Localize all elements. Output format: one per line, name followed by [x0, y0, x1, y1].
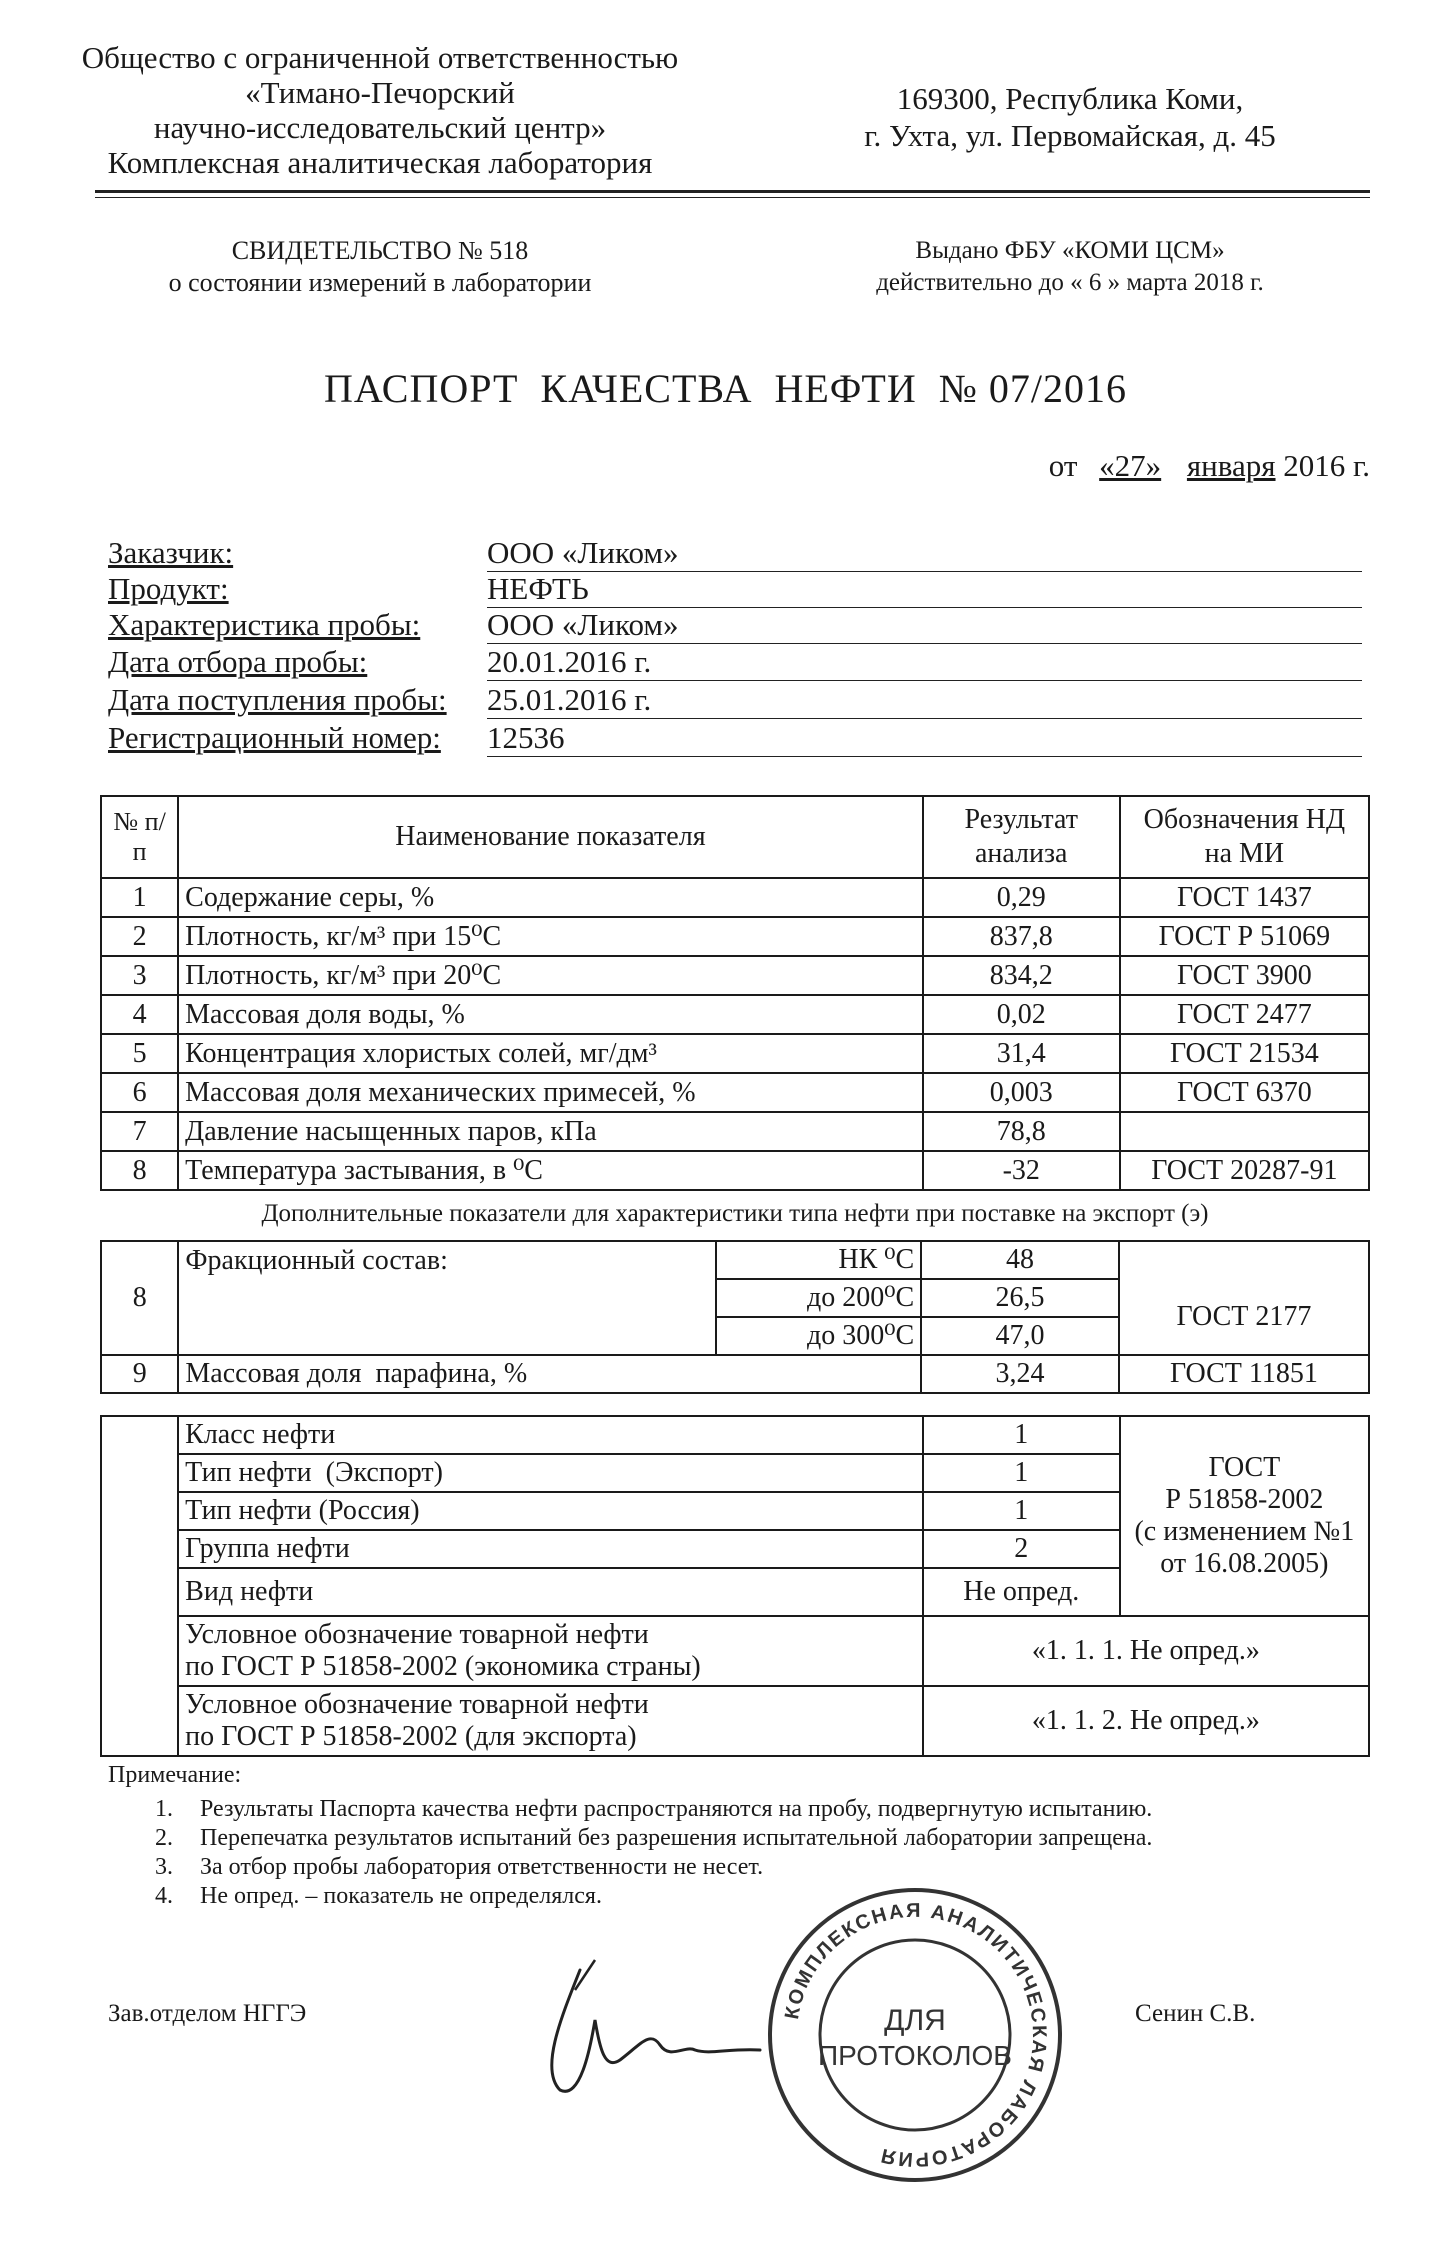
row-nd: ГОСТ 20287-91: [1120, 1151, 1369, 1190]
date-prefix: от: [1048, 448, 1078, 483]
row-num: 5: [101, 1034, 178, 1073]
note-item: 4. Не опред. – показатель не определялся.: [155, 1883, 602, 1909]
fraction-blank: [178, 1279, 716, 1317]
row-result: 3,24: [921, 1355, 1119, 1393]
customer-label: Заказчик:: [108, 535, 234, 570]
note-item: 1. Результаты Паспорта качества нефти распространяются на пробу, подвергнутую испытанию.: [155, 1796, 1153, 1822]
row-result: 1: [923, 1492, 1120, 1530]
receipt-date-label: Дата поступления пробы:: [108, 682, 447, 717]
row-name: Температура застывания, в ⁰С: [178, 1151, 923, 1190]
table-row: [101, 917, 1369, 956]
row-name: Массовая доля воды, %: [178, 995, 923, 1034]
row-num: 2: [101, 917, 178, 956]
table-row: [101, 1416, 1369, 1454]
note-item: 3. За отбор пробы лаборатория ответственности не несет.: [155, 1854, 764, 1880]
fraction-label: Фракционный состав:: [178, 1241, 716, 1279]
certificate-issuer: [790, 235, 1350, 299]
document-title: ПАСПОРТ КАЧЕСТВА НЕФТИ № 07/2016: [323, 366, 1127, 411]
cond-line: Условное обозначение товарной нефти: [185, 1689, 649, 1720]
product-label: Продукт:: [108, 571, 229, 606]
address-line: 169300, Республика Коми,: [896, 81, 1244, 116]
date-month: января: [1186, 448, 1276, 483]
organization-header: [40, 40, 720, 180]
row-num: 8: [101, 1241, 178, 1355]
note-text: Результаты Паспорта качества нефти распространяются на пробу, подвергнутую испытанию.: [200, 1796, 1153, 1822]
sample-characteristic-label: Характеристика пробы:: [108, 607, 421, 642]
header-divider: [95, 190, 1370, 193]
table-row: [101, 1241, 1369, 1279]
organization-address: [790, 80, 1350, 154]
row-result: 834,2: [923, 956, 1120, 995]
date-year: 2016 г.: [1283, 448, 1370, 483]
row-result: Не опред.: [923, 1568, 1120, 1616]
handwritten-signature: [520, 1950, 790, 2110]
row-result: 47,0: [921, 1317, 1119, 1355]
row-name: Массовая доля механических примесей, %: [178, 1073, 923, 1112]
table-row: [101, 1112, 1369, 1151]
row-result: -32: [923, 1151, 1120, 1190]
sampling-date-value: 20.01.2016 г.: [487, 644, 1362, 681]
nd-line: ГОСТ: [1208, 1452, 1281, 1483]
sampling-date-label: Дата отбора пробы:: [108, 644, 368, 679]
note-item: 2. Перепечатка результатов испытаний без разрешения испытательной лаборатории запрещена.: [155, 1825, 1153, 1851]
fraction-sub: НК ⁰С: [716, 1241, 921, 1279]
row-result: 0,003: [923, 1073, 1120, 1112]
row-result: 1: [923, 1416, 1120, 1454]
row-num: 3: [101, 956, 178, 995]
row-name: Массовая доля парафина, %: [178, 1355, 921, 1393]
row-name: Плотность, кг/м³ при 15⁰С: [178, 917, 923, 956]
registration-number-label: Регистрационный номер:: [108, 720, 441, 755]
table-row: [101, 1616, 1369, 1686]
table-row: [101, 995, 1369, 1034]
row-name: Плотность, кг/м³ при 20⁰С: [178, 956, 923, 995]
table-row: [101, 956, 1369, 995]
row-num: 4: [101, 995, 178, 1034]
cond-line: по ГОСТ Р 51858-2002 (для экспорта): [185, 1721, 637, 1752]
row-result: 48: [921, 1241, 1119, 1279]
fraction-sub: до 300⁰С: [716, 1317, 921, 1355]
quality-table: [100, 795, 1370, 1191]
table-row: [101, 1686, 1369, 1756]
row-name: Класс нефти: [178, 1416, 923, 1454]
org-line: Общество с ограниченной ответственностью: [81, 40, 679, 75]
row-nd: ГОСТ Р 51069: [1120, 917, 1369, 956]
row-num: 7: [101, 1112, 178, 1151]
row-nd: ГОСТ 21534: [1120, 1034, 1369, 1073]
row-result: 2: [923, 1530, 1120, 1568]
row-name: [178, 1616, 923, 1686]
row-nd: ГОСТ 6370: [1120, 1073, 1369, 1112]
fraction-sub: до 200⁰С: [716, 1279, 921, 1317]
date-day: «27»: [1099, 448, 1162, 483]
row-name: [178, 1686, 923, 1756]
stamp-center-line: ДЛЯ: [884, 2004, 946, 2037]
row-result: 0,29: [923, 878, 1120, 917]
row-name: Тип нефти (Россия): [178, 1492, 923, 1530]
sample-characteristic-value: ООО «Ликом»: [487, 607, 1362, 644]
notes-title: Примечание:: [108, 1762, 242, 1788]
col-header-name: Наименование показателя: [178, 796, 923, 878]
table-row: [101, 1279, 1369, 1317]
nd-line: Р 51858-2002: [1165, 1484, 1324, 1515]
row-result: 26,5: [921, 1279, 1119, 1317]
org-line: Комплексная аналитическая лаборатория: [107, 145, 653, 180]
col-header-num: № п/п: [101, 796, 178, 878]
row-num: 9: [101, 1355, 178, 1393]
signatory-name: Сенин С.В.: [1135, 2000, 1256, 2027]
note-text: Перепечатка результатов испытаний без разрешения испытательной лаборатории запрещена.: [200, 1825, 1153, 1851]
row-nd: ГОСТ 1437: [1120, 878, 1369, 917]
certificate-info: [40, 235, 720, 299]
validity-line: действительно до « 6 » марта 2018 г.: [876, 269, 1264, 296]
class-nd: [1120, 1416, 1369, 1616]
row-result: «1. 1. 2. Не опред.»: [923, 1686, 1369, 1756]
row-num: 1: [101, 878, 178, 917]
row-result: 31,4: [923, 1034, 1120, 1073]
row-name: Группа нефти: [178, 1530, 923, 1568]
row-result: 78,8: [923, 1112, 1120, 1151]
row-name: Концентрация хлористых солей, мг/дм³: [178, 1034, 923, 1073]
row-name: Вид нефти: [178, 1568, 923, 1616]
signatory-position: Зав.отделом НГГЭ: [108, 2000, 307, 2027]
stamp-center-line: ПРОТОКОЛОВ: [818, 2040, 1012, 2071]
table-row: [101, 1151, 1369, 1190]
row-num: 8: [101, 1151, 178, 1190]
certificate-subtitle: о состоянии измерений в лаборатории: [168, 268, 592, 297]
row-nd: ГОСТ 2477: [1120, 995, 1369, 1034]
table-row: [101, 1355, 1369, 1393]
row-name: Содержание серы, %: [178, 878, 923, 917]
row-result: 0,02: [923, 995, 1120, 1034]
oil-class-table: [100, 1415, 1370, 1757]
product-value: НЕФТЬ: [487, 571, 1362, 608]
export-table: [100, 1240, 1370, 1394]
row-result: «1. 1. 1. Не опред.»: [923, 1616, 1369, 1686]
org-line: научно-исследовательский центр»: [153, 110, 607, 145]
row-name: Тип нефти (Экспорт): [178, 1454, 923, 1492]
nd-empty: [1119, 1241, 1369, 1279]
address-line: г. Ухта, ул. Первомайская, д. 45: [864, 118, 1276, 153]
row-result: 837,8: [923, 917, 1120, 956]
table-row: [101, 1073, 1369, 1112]
certificate-number: СВИДЕТЕЛЬСТВО № 518: [231, 236, 529, 265]
row-nd: [1120, 1112, 1369, 1151]
table-row: [101, 878, 1369, 917]
issuer-line: Выдано ФБУ «КОМИ ЦСМ»: [915, 237, 1225, 264]
row-nd: ГОСТ 2177: [1119, 1279, 1369, 1355]
customer-value: ООО «Ликом»: [487, 535, 1362, 572]
org-line: «Тимано-Печорский: [245, 75, 515, 110]
nd-line: от 16.08.2005): [1160, 1548, 1329, 1579]
note-text: За отбор пробы лаборатория ответственности не несет.: [200, 1854, 764, 1880]
export-caption: Дополнительные показатели для характеристики типа нефти при поставке на экспорт (э): [261, 1200, 1209, 1227]
note-text: Не опред. – показатель не определялся.: [200, 1883, 602, 1909]
table-header-row: [101, 796, 1369, 878]
cond-line: по ГОСТ Р 51858-2002 (экономика страны): [185, 1651, 701, 1682]
receipt-date-value: 25.01.2016 г.: [487, 682, 1362, 719]
table-row: [101, 1034, 1369, 1073]
nd-line: (с изменением №1: [1134, 1516, 1355, 1547]
document-date: [980, 448, 1370, 484]
row-num: 6: [101, 1073, 178, 1112]
row-name: Давление насыщенных паров, кПа: [178, 1112, 923, 1151]
blank-num-cell: [101, 1416, 178, 1756]
row-nd: ГОСТ 3900: [1120, 956, 1369, 995]
registration-number-value: 12536: [487, 720, 1362, 757]
stamp-ring-text: КОМПЛЕКСНАЯ АНАЛИТИЧЕСКАЯ ЛАБОРАТОРИЯ: [781, 1899, 1051, 2171]
lab-stamp: [760, 1880, 1070, 2190]
row-result: 1: [923, 1454, 1120, 1492]
col-header-result: Результат анализа: [923, 796, 1120, 878]
header-divider-thin: [95, 197, 1370, 198]
cond-line: Условное обозначение товарной нефти: [185, 1619, 649, 1650]
fraction-blank: [178, 1317, 716, 1355]
col-header-nd: Обозначения НД на МИ: [1120, 796, 1369, 878]
row-nd: ГОСТ 11851: [1119, 1355, 1369, 1393]
